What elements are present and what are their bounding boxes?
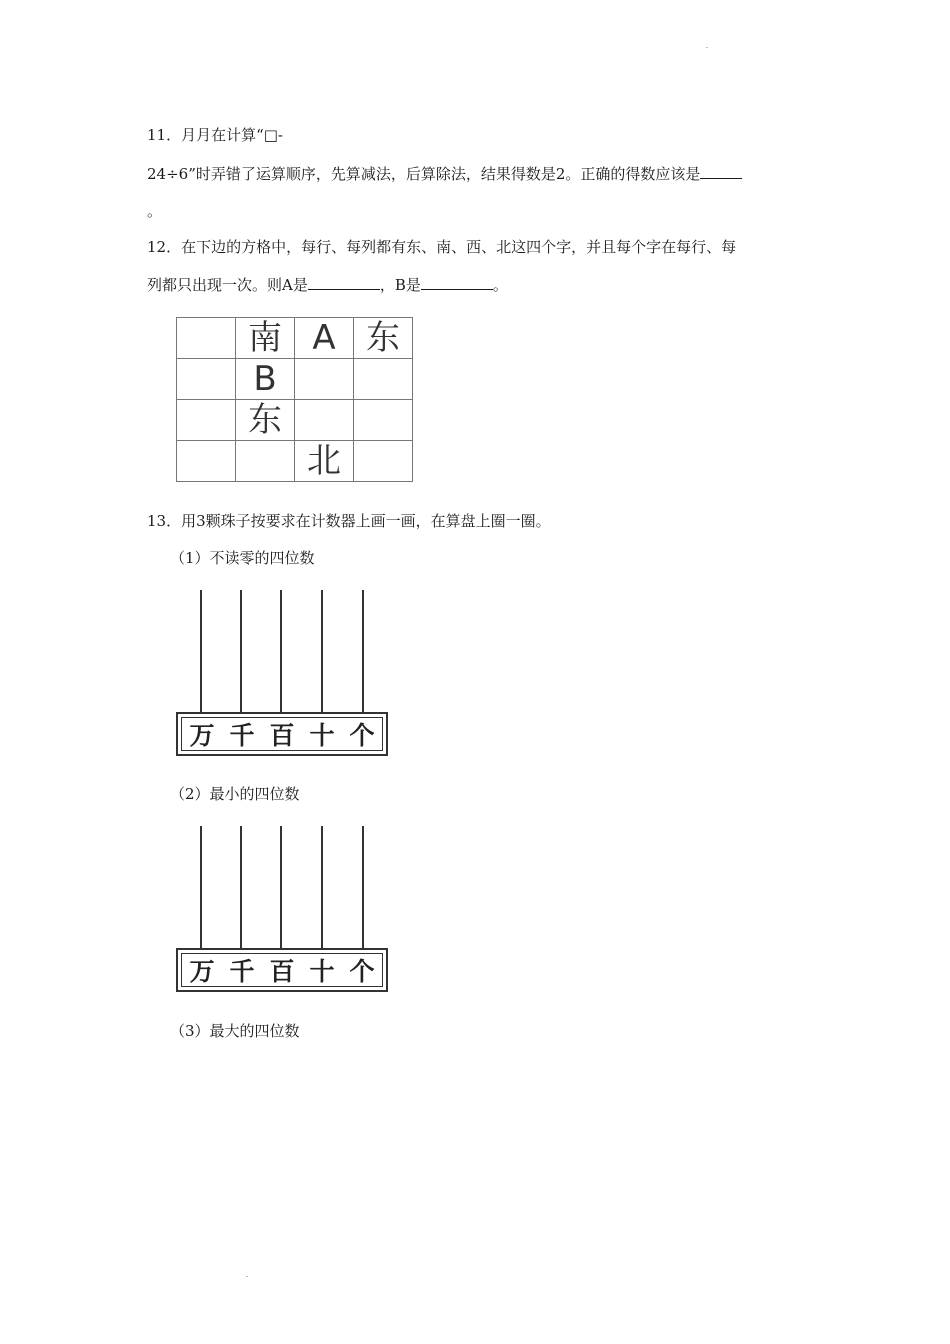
- grid-cell: 北: [295, 441, 354, 482]
- grid-row: [177, 400, 413, 441]
- counter-rod[interactable]: [362, 826, 364, 948]
- place-label-ge: 个: [349, 957, 375, 986]
- grid-cell: [354, 359, 413, 400]
- q11-line2-text: 24÷6”时弄错了运算顺序，先算减法，后算除法，结果得数是2。正确的得数应该是: [147, 165, 701, 183]
- grid-cell: [236, 441, 295, 482]
- grid-cell: [295, 400, 354, 441]
- grid-cell: [354, 400, 413, 441]
- counter-rod[interactable]: [240, 826, 242, 948]
- grid-cell: 南: [236, 318, 295, 359]
- place-label-bai: 百: [269, 957, 295, 986]
- place-label-qian: 千: [229, 721, 255, 750]
- counter-rod[interactable]: [362, 590, 364, 712]
- place-label-qian: 千: [229, 957, 255, 986]
- counter-rod[interactable]: [240, 590, 242, 712]
- grid-cell: 东: [354, 318, 413, 359]
- q11-line1: 11．月月在计算“□-: [147, 126, 283, 144]
- q12-line2-b: ，B是: [379, 276, 421, 294]
- place-label-shi: 十: [309, 957, 335, 986]
- q12-a-blank[interactable]: [308, 274, 380, 290]
- grid-cell: [177, 318, 236, 359]
- counter-1[interactable]: [176, 590, 396, 770]
- counter-rod[interactable]: [200, 826, 202, 948]
- q12-b-blank[interactable]: [421, 274, 493, 290]
- q12-line2: [147, 274, 508, 295]
- q12-line2-a: 列都只出现一次。则A是: [147, 276, 308, 294]
- counter-rod[interactable]: [321, 590, 323, 712]
- q13-part1-label: （1）不读零的四位数: [170, 549, 315, 567]
- counter-rod[interactable]: [280, 826, 282, 948]
- q12-line2-c: 。: [492, 276, 508, 294]
- grid-cell: [295, 359, 354, 400]
- q13-part2-label: （2）最小的四位数: [170, 785, 300, 803]
- grid-cell: 东: [236, 400, 295, 441]
- counter-2[interactable]: [176, 826, 396, 1006]
- counter-base: [176, 948, 388, 992]
- counter-base: [176, 712, 388, 756]
- grid-row: [177, 318, 413, 359]
- grid-cell: B: [236, 359, 295, 400]
- grid-cell: [177, 359, 236, 400]
- place-label-shi: 十: [309, 721, 335, 750]
- scan-speck: [246, 1276, 248, 1277]
- counter-rod[interactable]: [321, 826, 323, 948]
- q12-line1: 12．在下边的方格中，每行、每列都有东、南、西、北这四个字，并且每个字在每行、每: [147, 238, 737, 256]
- counter-base-inner: [181, 717, 383, 751]
- place-label-wan: 万: [189, 957, 215, 986]
- counter-rod[interactable]: [200, 590, 202, 712]
- q11-line2: [147, 163, 742, 184]
- q11-line3: 。: [147, 202, 163, 220]
- grid-cell: [354, 441, 413, 482]
- place-label-ge: 个: [349, 721, 375, 750]
- q13-title: 13．用3颗珠子按要求在计数器上画一画，在算盘上圈一圈。: [147, 512, 551, 530]
- q11-answer-blank[interactable]: [700, 163, 742, 179]
- grid-cell: [177, 400, 236, 441]
- counter-base-inner: [181, 953, 383, 987]
- direction-grid: [176, 317, 413, 482]
- grid-cell: A: [295, 318, 354, 359]
- scan-speck: [706, 47, 708, 48]
- place-label-bai: 百: [269, 721, 295, 750]
- place-label-wan: 万: [189, 721, 215, 750]
- grid-row: [177, 359, 413, 400]
- grid-cell: [177, 441, 236, 482]
- q13-part3-label: （3）最大的四位数: [170, 1022, 300, 1040]
- grid-row: [177, 441, 413, 482]
- counter-rod[interactable]: [280, 590, 282, 712]
